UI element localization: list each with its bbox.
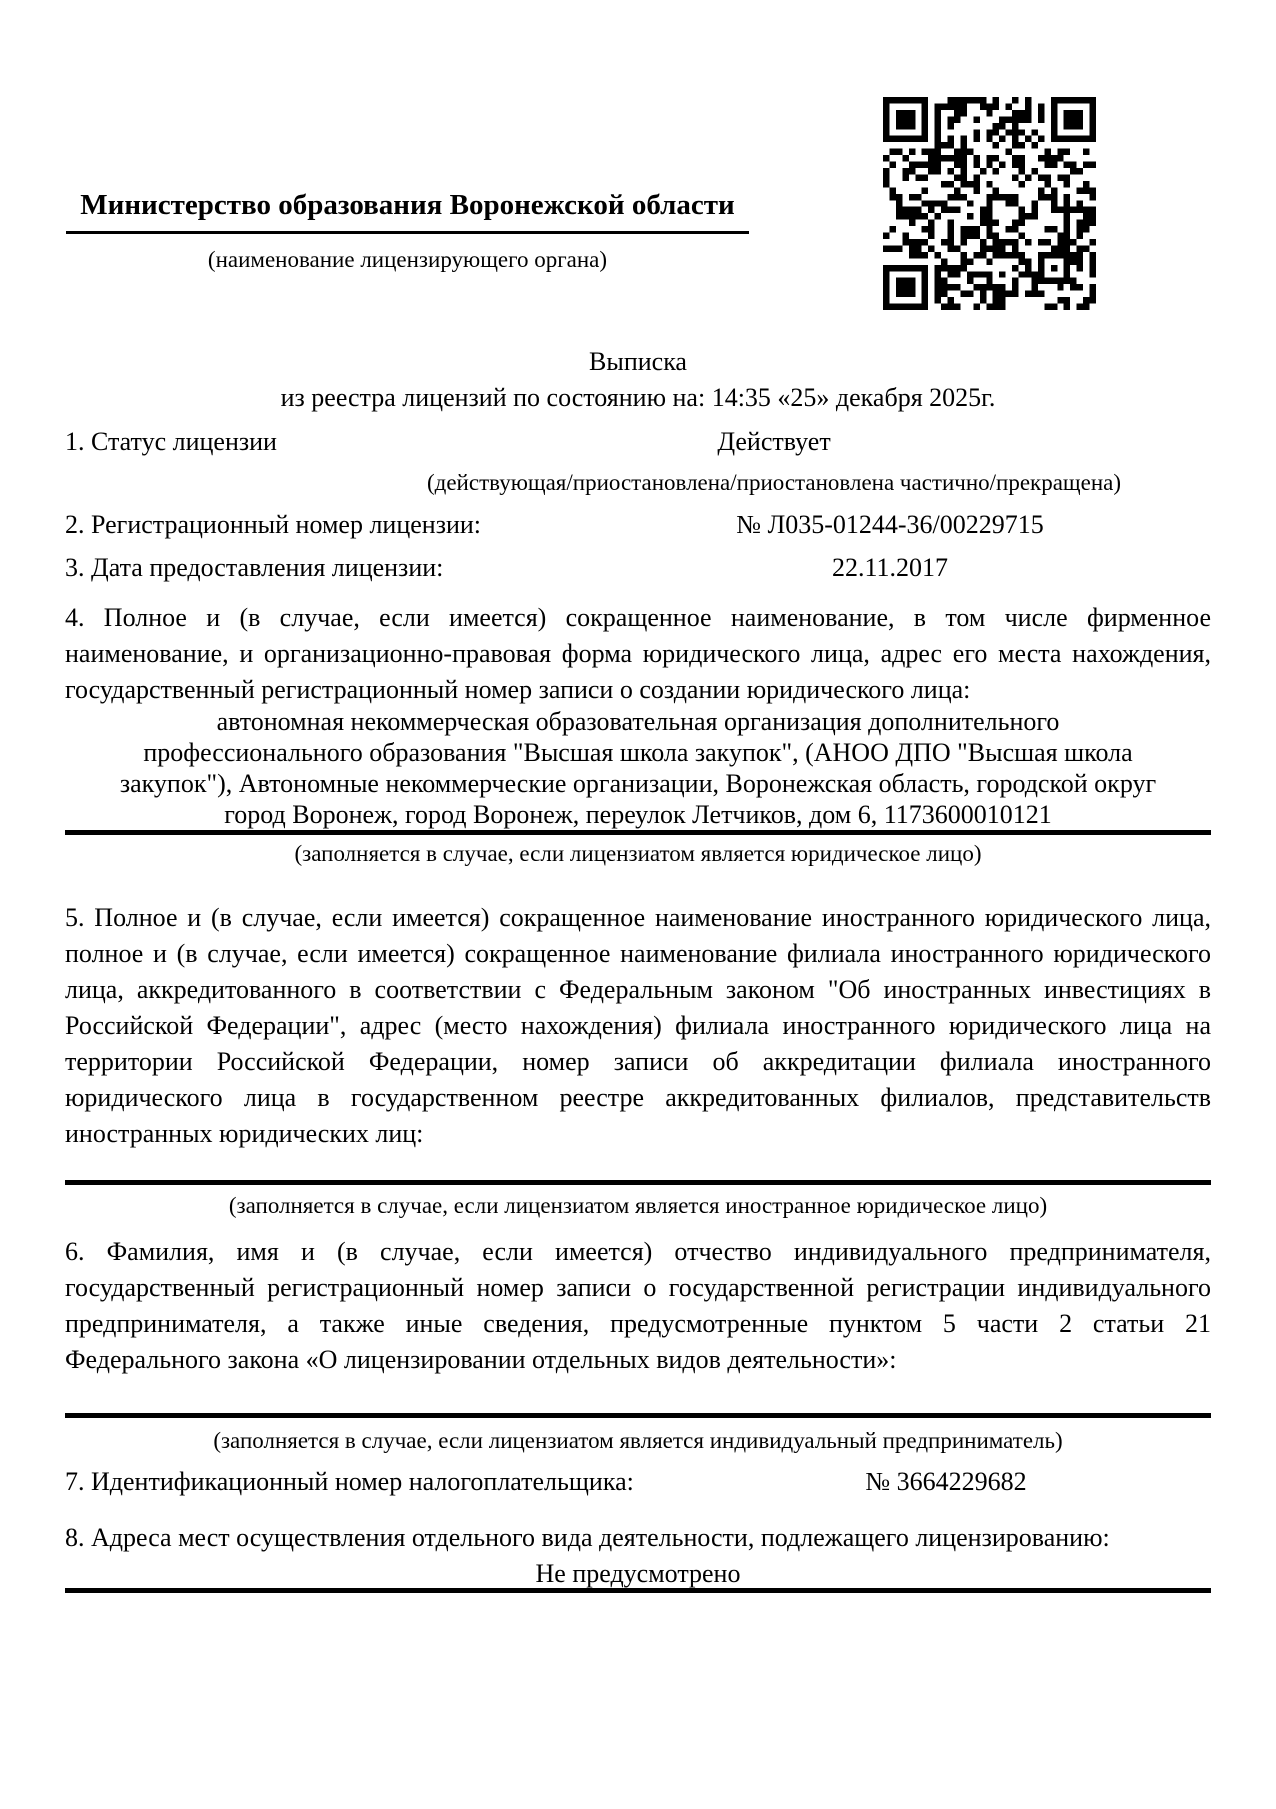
- field-taxpayer-number: [65, 1464, 1211, 1500]
- field-registration-number-value: № Л035-01244-36/00229715: [736, 510, 1044, 539]
- field-legal-entity-value: [65, 706, 1211, 830]
- field-license-status: [65, 424, 1211, 460]
- caption-individual-entrepreneur: (заполняется в случае, если лицензиатом является индивидуальный предприниматель): [213, 1428, 1063, 1453]
- field-activity-addresses-label: 8. Адреса мест осуществления отдельного вида деятельности, подлежащего лицензированию:: [65, 1523, 1110, 1552]
- divider-legal-entity: [65, 830, 1211, 835]
- field-grant-date-label: 3. Дата предоставления лицензии:: [65, 553, 444, 582]
- field-taxpayer-number-value: № 3664229682: [865, 1467, 1027, 1496]
- licensing-authority-text: Министерство образования Воронежской области: [66, 185, 748, 234]
- field-grant-date: [65, 550, 1211, 586]
- divider-activity-addresses: [65, 1588, 1211, 1593]
- caption-foreign-entity: (заполняется в случае, если лицензиатом является иностранное юридическое лицо): [228, 1193, 1048, 1218]
- licensing-authority-caption: (наименование лицензирующего органа): [207, 247, 608, 272]
- document-title-line2: из реестра лицензий по состоянию на: 14:35 «25» декабря 2025г.: [280, 383, 996, 412]
- field-legal-entity-label: 4. Полное и (в случае, если имеется) сокращенное наименование, в том числе фирменное наименование, и организационно-правовая форма юридического лица, адрес его места нахождения, государственный регистрационный номер записи о создании юридического лица:: [65, 603, 1211, 704]
- document-title: [0, 344, 1276, 416]
- qr-code-image: [883, 97, 1096, 310]
- field-taxpayer-number-label: 7. Идентификационный номер налогоплательщика:: [65, 1467, 634, 1496]
- qr-code: [883, 97, 1096, 310]
- field-foreign-entity-label: 5. Полное и (в случае, если имеется) сокращенное наименование иностранного юридического лица, полное и (в случае, если имеется) сокращенное наименование филиала иностранного юридического лица, аккредитованного в соответствии с Федеральным законом "Об иностранных инвестициях в Российской Федерации", адрес (место нахождения) филиала иностранного юридического лица на территории Российской Федерации, номер записи об аккредитации филиала иностранного юридического лица в государственном реестре аккредитованных филиалов, представительств иностранных юридических лиц:: [65, 903, 1211, 1148]
- field-registration-number-label: 2. Регистрационный номер лицензии:: [65, 510, 482, 539]
- field-grant-date-value: 22.11.2017: [831, 553, 949, 582]
- caption-legal-entity: (заполняется в случае, если лицензиатом является юридическое лицо): [294, 841, 982, 866]
- divider-individual-entrepreneur: [65, 1413, 1211, 1418]
- field-license-status-label: 1. Статус лицензии: [65, 427, 277, 456]
- field-activity-addresses-value: Не предусмотрено: [535, 1559, 741, 1588]
- field-individual-entrepreneur-label: 6. Фамилия, имя и (в случае, если имеется) отчество индивидуального предпринимателя, государственный регистрационный номер записи о государственной регистрации индивидуального предпринимателя, а также иные сведения, предусмотренные пунктом 5 части 2 статьи 21 Федерального закона «О лицензировании отдельных видов деятельности»:: [65, 1237, 1211, 1374]
- divider-foreign-entity: [65, 1180, 1211, 1185]
- field-legal-entity-value-text: автономная некоммерческая образовательная организация дополнительного профессионального образования "Высшая школа закупок", (АНОО ДПО "Высшая школа закупок"), Автономные некоммерческие организации, Воронежская область, городской округ город Воронеж, город Воронеж, переулок Летчиков, дом 6, 1173600010121: [119, 707, 1157, 829]
- field-license-status-hint-text: (действующая/приостановлена/приостановлена частично/прекращена): [426, 470, 1122, 495]
- document-title-line1: Выписка: [589, 347, 687, 376]
- licensing-authority-name: [0, 185, 815, 234]
- field-registration-number: [65, 507, 1211, 543]
- field-license-status-value: Действует: [717, 427, 831, 456]
